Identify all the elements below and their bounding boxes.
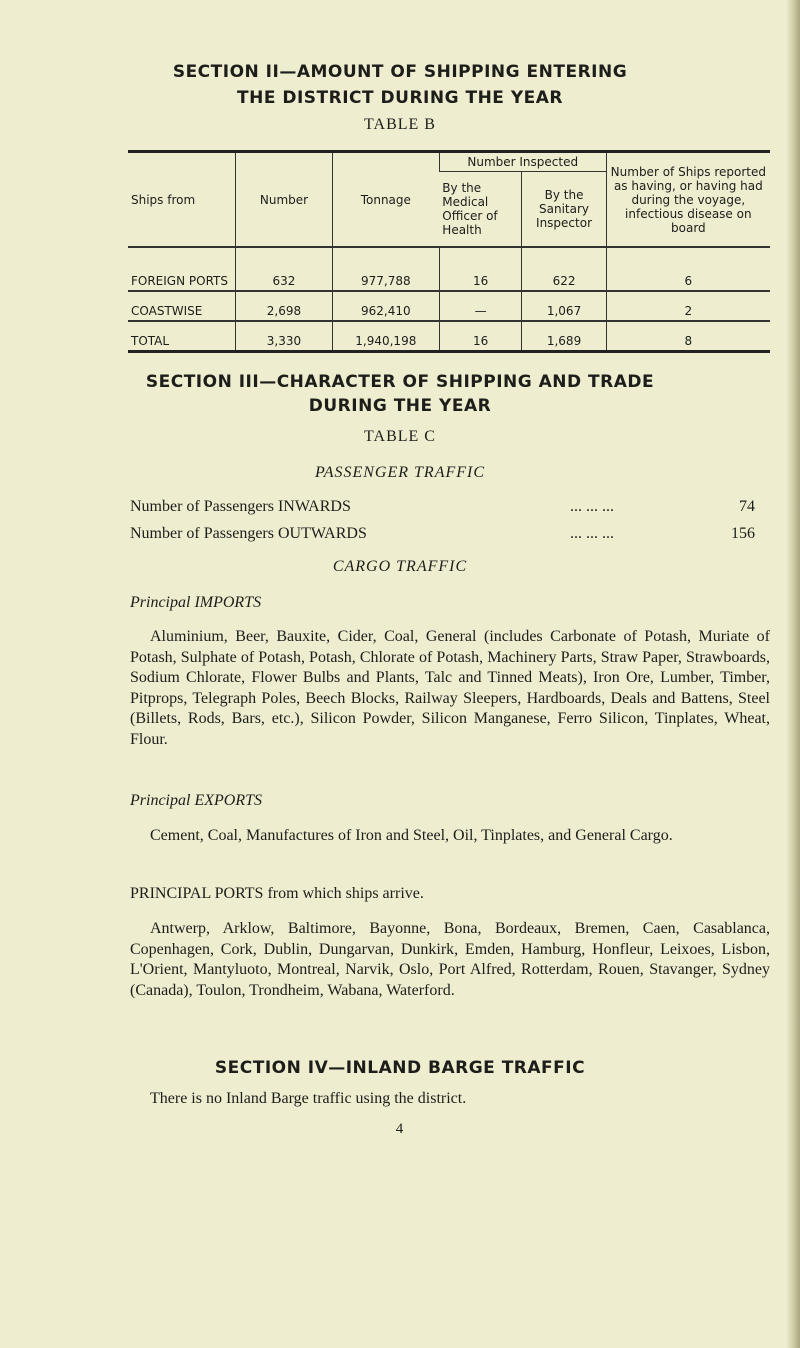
cell-medical: 16 (439, 247, 522, 291)
section-2-title-1: SECTION II—AMOUNT OF SHIPPING ENTERING (172, 62, 628, 82)
imports-text: Aluminium, Beer, Bauxite, Cider, Coal, General (includes Carbonate of Potash, Muriate of Potash, Sulphate of Potash, Potash, Chlorate of Potash, Machinery Parts, Straw Paper, Strawboards, Sodium Chlorate, Flower Bulbs and Plants, Talc and Tinned Meats), Iron Ore, Lumber, Timber, Pitprops, Telegraph Poles, Beech Blocks, Railway Sleepers, Hardboards, Deals and Battens, Steel (Billets, Rods, Bars, etc.), Silicon Powder, Silicon Manganese, Ferro Silicon, Tinplates, Wheat, Flour. (130, 628, 770, 748)
header-ships-from: Ships from (128, 152, 236, 248)
leaders: ... ... ... (570, 525, 614, 542)
cell-tonnage: 962,410 (332, 291, 439, 321)
outwards-label: Number of Passengers OUTWARDS (130, 525, 367, 542)
inwards-value: 74 (739, 498, 755, 515)
inwards-label: Number of Passengers INWARDS (130, 498, 351, 515)
header-disease: Number of Ships reported as having, or having had during the voyage, infectious disease on board (606, 152, 770, 248)
table-row (128, 247, 770, 291)
cell-from: FOREIGN PORTS (128, 247, 236, 291)
cell-tonnage: 1,940,198 (332, 321, 439, 352)
exports-heading: Principal EXPORTS (130, 792, 262, 809)
cargo-traffic-heading: CARGO TRAFFIC (332, 558, 468, 575)
cell-medical: — (439, 291, 522, 321)
cell-sanitary: 1,689 (522, 321, 606, 352)
page-edge-shadow (786, 0, 800, 1348)
section-4-title: SECTION IV—INLAND BARGE TRAFFIC (214, 1058, 586, 1078)
table-b-label: TABLE B (364, 116, 436, 133)
cell-number: 2,698 (236, 291, 333, 321)
header-sanitary: By the Sanitary Inspector (522, 172, 606, 248)
section-3-title-1: SECTION III—CHARACTER OF SHIPPING AND TRADE (145, 372, 655, 392)
cell-disease: 2 (606, 291, 770, 321)
table-row (128, 321, 770, 352)
section-4-text: There is no Inland Barge traffic using the district. (150, 1090, 467, 1107)
cell-disease: 8 (606, 321, 770, 352)
exports-text: Cement, Coal, Manufactures of Iron and Steel, Oil, Tinplates, and General Cargo. (150, 827, 673, 844)
imports-heading: Principal IMPORTS (130, 594, 262, 611)
section-2-title-2: THE DISTRICT DURING THE YEAR (237, 88, 563, 108)
cell-tonnage: 977,788 (332, 247, 439, 291)
table-b (128, 150, 770, 353)
cell-number: 3,330 (236, 321, 333, 352)
passenger-traffic-heading: PASSENGER TRAFFIC (314, 464, 486, 481)
passengers-outwards-row (130, 525, 770, 543)
table-row (128, 291, 770, 321)
cell-sanitary: 1,067 (522, 291, 606, 321)
ports-heading: PRINCIPAL PORTS from which ships arrive. (130, 885, 424, 902)
cell-from: COASTWISE (128, 291, 236, 321)
outwards-value: 156 (731, 525, 755, 542)
cell-sanitary: 622 (522, 247, 606, 291)
page-number: 4 (395, 1121, 405, 1137)
ports-text: Antwerp, Arklow, Baltimore, Bayonne, Bona, Bordeaux, Bremen, Caen, Casablanca, Copenhagen, Cork, Dublin, Dungarvan, Dunkirk, Emden, Hamburg, Honfleur, Leixoes, Lisbon, L'Orient, Mantyluoto, Montreal, Narvik, Oslo, Port Alfred, Rotterdam, Rouen, Stavanger, Sydney (Canada), Toulon, Trondheim, Wabana, Waterford. (130, 920, 770, 999)
header-number-inspected: Number Inspected (439, 152, 606, 172)
cell-disease: 6 (606, 247, 770, 291)
section-3-title-2: DURING THE YEAR (308, 396, 492, 416)
cell-from: TOTAL (128, 321, 236, 352)
cell-medical: 16 (439, 321, 522, 352)
header-tonnage: Tonnage (332, 152, 439, 248)
header-number: Number (236, 152, 333, 248)
header-medical: By the Medical Officer of Health (439, 172, 522, 248)
table-c-label: TABLE C (364, 428, 436, 445)
passengers-inwards-row (130, 498, 770, 516)
leaders: ... ... ... (570, 498, 614, 515)
cell-number: 632 (236, 247, 333, 291)
